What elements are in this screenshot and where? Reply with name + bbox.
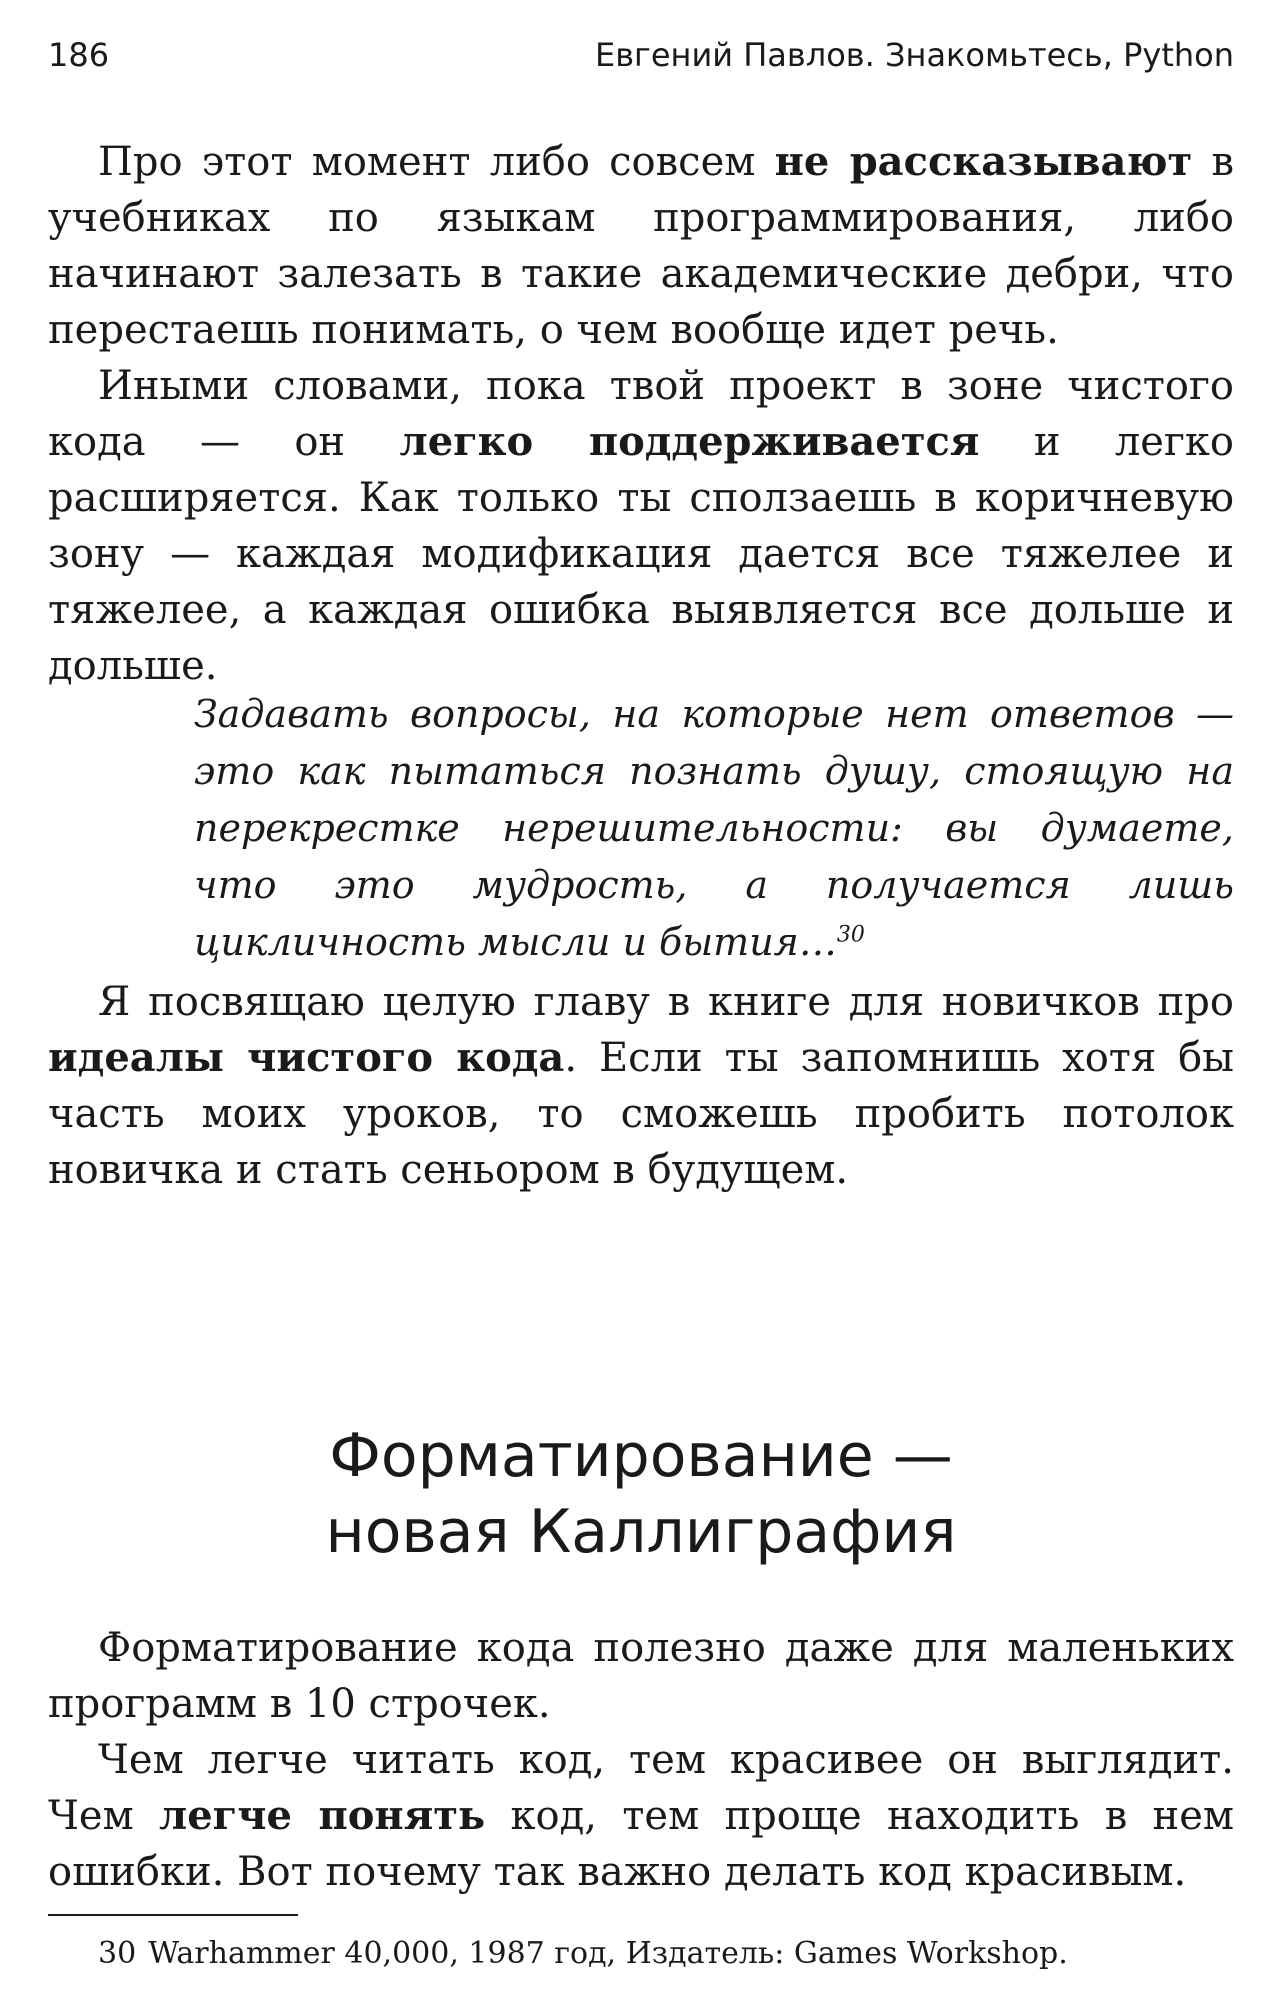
paragraph (48, 134, 1234, 358)
page-header (48, 30, 1234, 80)
footnote-text: Warhammer 40,000, 1987 год, Издатель: Games Workshop. (148, 1936, 1068, 1971)
heading-line: новая Каллиграфия (325, 1497, 957, 1567)
text-run: Чем легче читать код, тем красивее он выглядит. Чем (48, 1737, 1234, 1839)
text-block-intro (48, 134, 1234, 694)
paragraph (48, 974, 1234, 1198)
page-number: 186 (48, 36, 110, 74)
footnote (98, 1934, 1068, 1974)
text-block-clean-code (48, 974, 1234, 1198)
bold-phrase: не рассказывают (774, 138, 1193, 185)
heading-line: Форматирование — (329, 1421, 953, 1491)
epigraph-text: Задавать вопросы, на которые нет ответов — это как пытаться познать душу, стоящую на перекрестке нерешительности: вы думаете, что это мудрость, а получается лишь цикличность мысли и бытия… (194, 692, 1234, 964)
text-run: Иными словами, пока твой проект в зоне чистого кода — он (48, 363, 1234, 465)
text-run: Про этот момент либо совсем (98, 139, 775, 185)
paragraph (48, 358, 1234, 694)
bold-phrase: легче понять (159, 1792, 486, 1839)
text-run: код, тем проще находить в нем ошибки. Вот почему так важно делать код красивым. (48, 1793, 1234, 1895)
text-run: и легко расширяется. Как только ты сползаешь в коричневую зону — каждая модификация дается все тяжелее и тяжелее, а каждая ошибка выявляется все дольше и дольше. (48, 419, 1235, 689)
paragraph (48, 1732, 1234, 1900)
footnote-divider (48, 1914, 298, 1916)
bold-phrase: идеалы чистого кода (48, 1034, 565, 1081)
paragraph: Форматирование кода полезно даже для маленьких программ в 10 строчек. (48, 1625, 1234, 1727)
text-block-formatting (48, 1620, 1234, 1900)
section-heading (0, 1418, 1282, 1570)
running-title: Евгений Павлов. Знакомьтесь, Python (594, 36, 1234, 74)
text-run: Я посвящаю целую главу в книге для новичков про (98, 979, 1234, 1025)
text-run: . Если ты запомнишь хотя бы часть моих уроков, то сможешь пробить потолок новичка и стать сеньором в будущем. (48, 1035, 1235, 1193)
footnote-number: 30 (98, 1936, 137, 1971)
footnote-reference: 30 (836, 922, 865, 948)
epigraph-quote (194, 686, 1234, 971)
bold-phrase: легко поддерживается (399, 418, 980, 465)
text-run: в учебниках по языкам программирования, либо начинают залезать в такие академические дебри, что перестаешь понимать, о чем вообще идет речь. (48, 139, 1234, 353)
